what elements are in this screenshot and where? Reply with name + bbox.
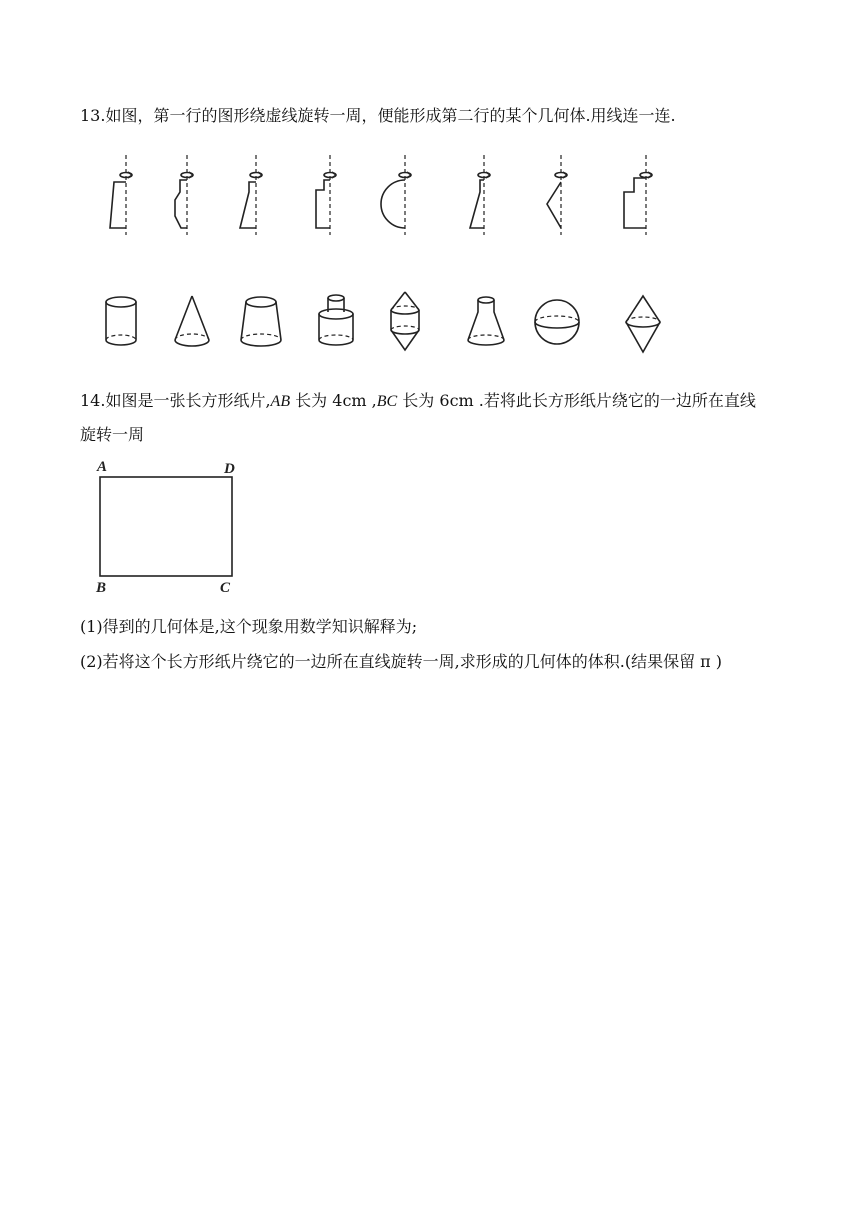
q14-text-a: 14.如图是一张长方形纸片, [80, 391, 271, 410]
rectangle-abcd-figure [90, 458, 250, 598]
question-14-part1: (1)得到的几何体是,这个现象用数学知识解释为; [80, 617, 418, 636]
label-d: D [224, 461, 235, 477]
solid-cylinder [106, 297, 136, 345]
label-a: A [97, 459, 108, 475]
label-b: B [96, 580, 107, 596]
rotation-figure-5 [381, 155, 411, 235]
rotation-figure-8 [624, 155, 652, 235]
solid-frustum [241, 297, 281, 346]
rotation-figure-7 [547, 155, 567, 235]
question-14-line1 [80, 390, 756, 413]
solid-double-cone-cylinder [391, 292, 419, 350]
rotation-figure-3 [240, 155, 262, 235]
solid-cone [175, 296, 209, 346]
question-13-text: 13.如图，第一行的图形绕虚线旋转一周，便能形成第二行的某个几何体.用线连一连. [80, 106, 676, 125]
rotation-figure-2 [175, 155, 193, 235]
rotation-figure-6 [470, 155, 490, 235]
question-14-line2: 旋转一周 [80, 425, 145, 444]
rotation-figure-1 [110, 155, 132, 235]
question-14-part2: (2)若将这个长方形纸片绕它的一边所在直线旋转一周,求形成的几何体的体积.(结果保留 π ) [80, 652, 723, 671]
solid-flask [468, 297, 504, 345]
solid-double-cone [626, 296, 660, 352]
solid-sphere [535, 300, 579, 344]
q14-bc: BC [376, 393, 398, 410]
solid-stacked-cylinders [319, 295, 353, 345]
rectangle-abcd [100, 477, 232, 576]
label-c: C [220, 580, 231, 596]
q14-text-c: 长为 6cm .若将此长方形纸片绕它的一边所在直线 [397, 391, 756, 410]
q14-text-b: 长为 4cm , [290, 391, 377, 410]
solids-row [0, 290, 860, 360]
q14-ab: AB [270, 393, 291, 410]
rotation-figure-4 [316, 155, 336, 235]
rotation-figures-row [0, 150, 860, 250]
